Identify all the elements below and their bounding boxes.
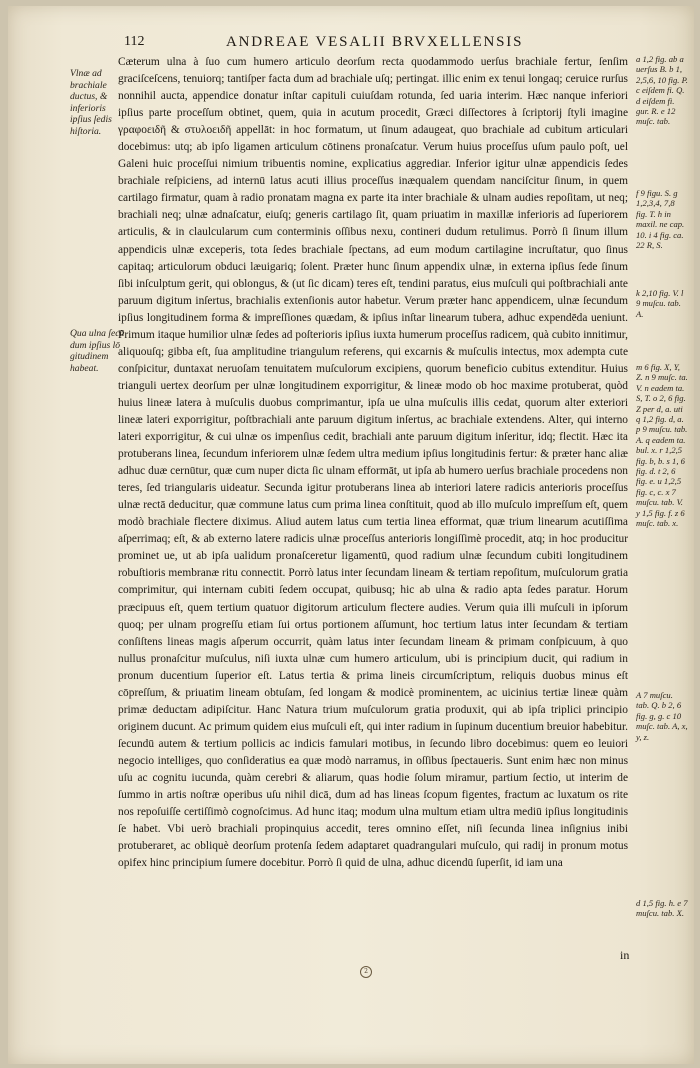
running-title: ANDREAE VESALII BRVXELLENSIS bbox=[226, 34, 524, 50]
main-text-block bbox=[118, 54, 628, 872]
right-margin-refs-6: d 1,5 fig. h. e 7 muſcu. tab. X. bbox=[636, 898, 688, 919]
right-margin-refs-3: k 2,10 fig. V. l 9 muſcu. tab. A. bbox=[636, 288, 684, 319]
page-header bbox=[8, 34, 694, 56]
body-paragraph: Cæterum ulna à ſuo cum humero articulo deorſum recta quodammodo uerſus brachiale fertur, ſenſim graciſceſcens, tenuiorq; tantiſper facta dum ad brachiale uſq; pertingat. illic enim ex tenui longaq; ceruice rurſus nonnihil aucta, appendice donatur inſtar capituli cuiuſdam rotunda, ſed uaria interim. Hæc nanque inferiori ipſius parte proceſſum obtinet, quem, quia in acutum procedit, Græci diſſectores à ſcriptorij ſtyli imagine γραφοειδῆ & στυλοειδῆ appellāt: in hoc formatum, ut ſinum adaugeat, quo brachiale ad cubitum articulari docebimus: utq; ab ipſo ligamen articulum cōtinens pronaſcatur. Verum huius proceſſus uſum paulo poſt, uel Galeni huic proceſſui nimium tribuentis nomine, explicatius aggrediar. Inferior igitur ulnæ appendicis ſedes brachiale reſpiciens, ad internū latus acuti illius proceſſus inæqualem quendam nanciſcitur ſinum, in quem cartilago firmatur, quam à radio pronatam magna ex parte ita inter brachiale & ulnam audies repoſitam, ut neq; brachiali neq; ulnæ adnaſcatur, eiuſq; generis cartilago ſit, quam priuatim in maxillæ inferioris ad ſuperiorem articulis, & in claulcularum cum conterminis oſſibus nexu, contineri dudum retulimus. Porrò ſi ſinum illum appendicis ulnæ exceperis, tota ſedes brachiale ſpectans, ad eum modum cartilagine incruſtatur, quo ſinus capitaq; articulorum obduci læuigariq; ſolent. Præter hunc ſinum appendix ulnæ, in externa ipſius ſede ſinum ſibi inſculptum gerit, qui oblongus, & (ut ſic dicam) teres eſt, tendini paratus, eius muſculi qui poſtbrachiali ante paruum digitum inſertus, brachialis extenſionis autor habetur. Verum præter hanc appendicem, ulnæ ſecundum ipſius longitudinem forma & impreſſiones quædam, & ipſius inſtar linearum tubera, adhuc expendēda ueniunt. Primum itaque humilior ulnæ ſedes ad poſterioris ipſius iuxta humerum proceſſus radicem, quà cubito innitimur, aliquouſq; gibba eſt, ſua amplitudine triangulum referens, qui excarnis & muſculis intectus, mox adempta cute conſpicitur, duntaxat neruoſam tenuitatem muſculorum excipiens, quorum beneficio cubitus extenditur. Huius trianguli uertex deorſum per ulnæ longitudinem exporrigitur, & lineæ modo ob hoc maxime protuberat, quòd huius lineæ latera à muſculis duobus comprimantur, ipſa ue ulna muſculis illis cedat, quorum alter exteriori lineæ lateri exporrigitur, poſtbrachiali ante paruum digitum inſertus, ac brachiale extendens. Alter, qui interno lateri exporrigitur, & cui ulnæ os impenſius cedit, brachiali ante paruum digitum inſeritur, idq; flectit. Hæc ita protuberans linea, ſecundum inferiorem ulnæ ſedem ultra medium ipſius longitudinis fertur: & præter hanc aliæ adhuc duæ cernūtur, quæ cum nuper dicta ſic ulnam efformāt, ut ipſa ab humero uerſus brachiale procedens non teres, ſed triangularis uideatur. Secunda igitur protuberans linea ab interiori latere radicis anterioris proceſſus ulnæ rectā deducitur, quæ commune latus cum prima linea conſtituit, quod ab illo muſculo impreſſum eſt, quem modò brachiale flectere diximus. Aliud autem latus cum tertia linea efformat, quæ trium linearum acutiſſima aſperrimaq; eſt, & ab externo latere radicis ulnæ proceſſus anterioris longiſſimè procedit, atq; in hoc producitur prominet ue, ut ab ipſa ualidum pronaſceretur ligamentū, quod radium ulnæ ſecundum cubiti longitudinem robuſtioris membranæ ritu connectit. Porrò latus inter ſecundam lineam & tertiam repoſitum, muſculorum gratia comprimitur, qui internam cubiti ſedem occupat, quibusq; hic ab ulna & radio apta ſedes paratur. Horum præcipuus eſt, quem tertium quatuor digitorum articulum flectere audies. Verum quia illi muſculi in ipſorum quoq; per ulnam progreſſu etiam ſui ortus portionem aſſumunt, hoc tertium latus inter ſecundam & tertiam conſiſtens lineas magis aſperum occurrit, quàm latus inter ſecundam lineam & primam conſpicuum, à quo nullus pronaſcitur muſculus, niſi iuxta ulnæ cum humero articulum, ubi is principium ducit, qui radium in pronum ducentium ſuperior eſt. Latus tertia & prima lineis circumſcriptum, reliquis duobus minus eſt cōpreſſum, & priuatim lineam obtuſam, ſed longam & modicè prominentem, ac uicinius tertiæ lineæ quàm primæ deductam adipiſcitur. Hanc Natura trium muſculorum gratia produxit, qui ab ipſa triplici principio originem ducunt. Ac primum quidem eius muſculi eſt, qui inter radium in ſupinum ducentium breuior habebitur. ſecundū autem & tertium pollicis ac indicis famulari motibus, in ſecundo libro docebimus: quem eo leuiori negocio intelliges, quo conſideratius ea quæ modò narramus, in oſſibus ſpectaueris. Sunt enim hæc non minus uſu ac cognitu iucunda, quàm cerebri & aliarum, quas hodie ſolum miramur, partium ſectio, ut interim de ſummo in artis noſtræ operibus uſu nihil dicā, dum ad has lineas ſcopum figentes, fractum ac luxatum os rite nos repoſuiſſe certiſſimò cognoſcimus. Ad hunc itaq; modum ulna multum etiam ultra mediū ipſius longitudinis ſe habet. Vbi uerò brachiali propinquius accedit, teres omnino eſſet, niſi ſecunda linea inſignius inibi protuberaret, ac obliquè deorſum protenſa ſedem adaptaret quadrangulari muſculo, qui radij in pronum motus opifex hinc principium ſumere docebitur. Porrò ſi quid de ulna, adhuc dicendū ſuperſit, id iam una bbox=[118, 56, 628, 870]
right-margin-refs-5: A 7 muſcu. tab. Q. b 2, 6 fig. g, g. c 10 muſc. tab. A, x, y, z. bbox=[636, 690, 688, 742]
catchword: in bbox=[620, 948, 630, 962]
book-page bbox=[8, 6, 694, 1064]
right-margin-refs-4: m 6 fig. X, Y, Z. n 9 muſc. ta. V. n eadem ta. S, T. o 2, 6 fig. Z per d, a. uti q 1,2 fig. d, a. p 9 muſcu. tab. A. q eadem ta. bul. x. r 1,2,5 fig. b, b. s 1, 6 fig. d. t 2, 6 fig. e. u 1,2,5 fig. c, c. x 7 muſcu. tab. V. y 1,5 fig. f. z 6 muſc. tab. x. bbox=[636, 362, 688, 529]
right-margin-refs-2: f 9 figu. S. g 1,2,3,4, 7,8 fig. T. h in maxil. ne cap. 10. i 4 fig. ca. 22 R, S. bbox=[636, 188, 685, 251]
signature-mark: 2 bbox=[360, 966, 372, 978]
right-margin-refs-1: a 1,2 fig. ab a uerſus B. b 1, 2,5,6, 10 fig. P. c eiſdem fi. Q. d eiſdem fi. gur. R. e 12 muſc. tab. bbox=[636, 54, 688, 127]
left-margin-note-1: Vlnæ ad brachiale ductus, & inferioris ipſius ſedis hiſtoria. bbox=[70, 68, 112, 137]
left-margin-note-2: Qua ulna ſecū dum ipſius lō gitudinem habeat. bbox=[70, 328, 125, 374]
folio-number: 112 bbox=[124, 34, 145, 49]
